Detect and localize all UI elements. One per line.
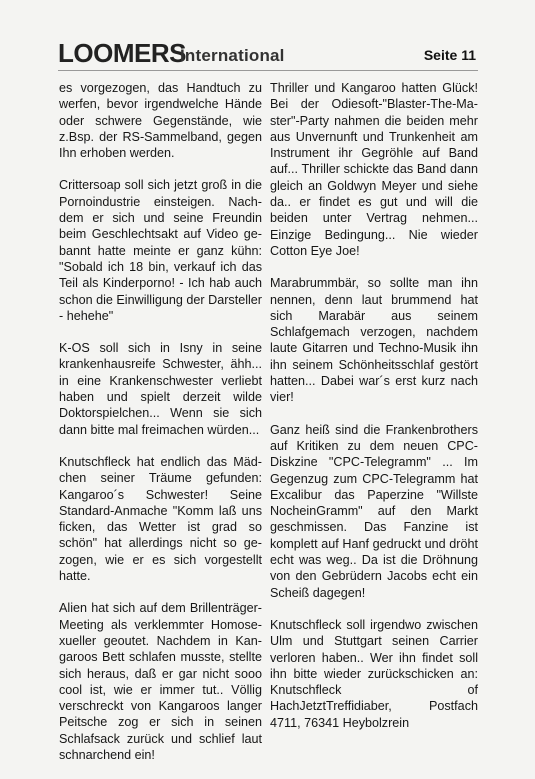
article-paragraph: es vorgezogen, das Handtuch zu werfen, bevor irgendwelche Hände oder schwere Gegenstände, wie z.Bsp. der RS-Sammelband, gegen Ihn erhoben werden. xyxy=(59,81,262,161)
article-paragraph: Alien hat sich auf dem Brillenträger-Meeting als verklemmter Homosexueller geoutet. Nachdem in Kangaroos Bett schlafen musste, stellte sich heraus, daß er gar nicht sooo cool ist, wie er immer tut.. Völlig verschreckt von Kangaroos langer Peitsche zog er sich in seinen Schlafsack zurück und schlief laut schnarchend ein! xyxy=(59,601,262,762)
masthead xyxy=(58,38,478,68)
article-paragraph: Knutschfleck hat endlich das Mädchen seiner Träume gefunden: Kangaroo´s Schwester! Seine Standard-Anmache "Komm laß uns ficken, das Wetter ist grad so schön" hat allerdings nicht so gezogen, wie er es sich vorgestellt hatte. xyxy=(59,454,262,584)
right-column xyxy=(270,80,478,747)
article-paragraph: Knutschfleck soll irgendwo zwischen Ulm und Stuttgart seinen Carrier verloren haben.. Wer ihn findet soll ihn bitte wieder zurückschicken an: Knutschfleck of HachJetztTreffidiaber, Postfach 4711, 76341 Heybolzrein xyxy=(270,617,478,730)
left-column xyxy=(59,80,262,779)
magazine-logo-subtitle: International xyxy=(180,46,285,65)
magazine-logo: LOOMERS xyxy=(58,38,186,68)
article-paragraph: Marabrummbär, so sollte man ihn nennen, denn laut brummend hat sich Marabär aus seinem Schlafgemach verzogen, nachdem laute Gitarren und Techno-Musik ihn ihn seinem Schönheitsschlaf gestört hatten... Dabei war´s erst kurz nach vier! xyxy=(270,276,478,405)
page-number: Seite 11 xyxy=(423,47,476,63)
article-paragraph: Crittersoap soll sich jetzt groß in die Pornoindustrie einsteigen. Nachdem er sich und seine Freundin beim Geschlechtsakt auf Video gebannt hatte meinte er ganz kühn: "Sobald ich 18 bin, verkauf ich das Teil als Kinderporno! - Ich hab auch schon die Einwilligung der Darsteller - hehehe" xyxy=(59,178,263,323)
article-paragraph: Ganz heiß sind die Frankenbrothers auf Kritiken zu dem neuen CPC-Diskzine "CPC-Telegramm" ... Im Gegenzug zum CPC-Telegramm hat Excalibur das Paperzine "Willste NocheinGramm" auf den Markt geschmissen. Das Fanzine ist komplett auf Hanf gedruckt und dröht echt was weg.. Da ist die Dröhnung von den Gebrüdern Jacobs echt ein Scheiß dagegen! xyxy=(270,422,478,600)
header-rule xyxy=(58,70,478,71)
article-paragraph: Thriller und Kangaroo hatten Glück! Bei der Odiesoft-"Blaster-The-Master"-Party nahmen die beiden mehr aus Unvernunft und Trunkenheit am Instrument ihr Gegröhle auf Band auf... Thriller schickte das Band dann gleich an Goldwyn Meyer und siehe da.. er findet es gut und will die beiden unter Vertrag nehmen... Einzige Bedingung... Nie wieder Cotton Eye Joe! xyxy=(270,81,478,258)
article-paragraph: K-OS soll sich in Isny in seine krankenhausreife Schwester, ähh... in eine Krankenschwester verliebt haben und spielt derzeit wilde Doktorspielchen... Wenn sie sich dann bitte mal freimachen würden... xyxy=(59,341,262,437)
